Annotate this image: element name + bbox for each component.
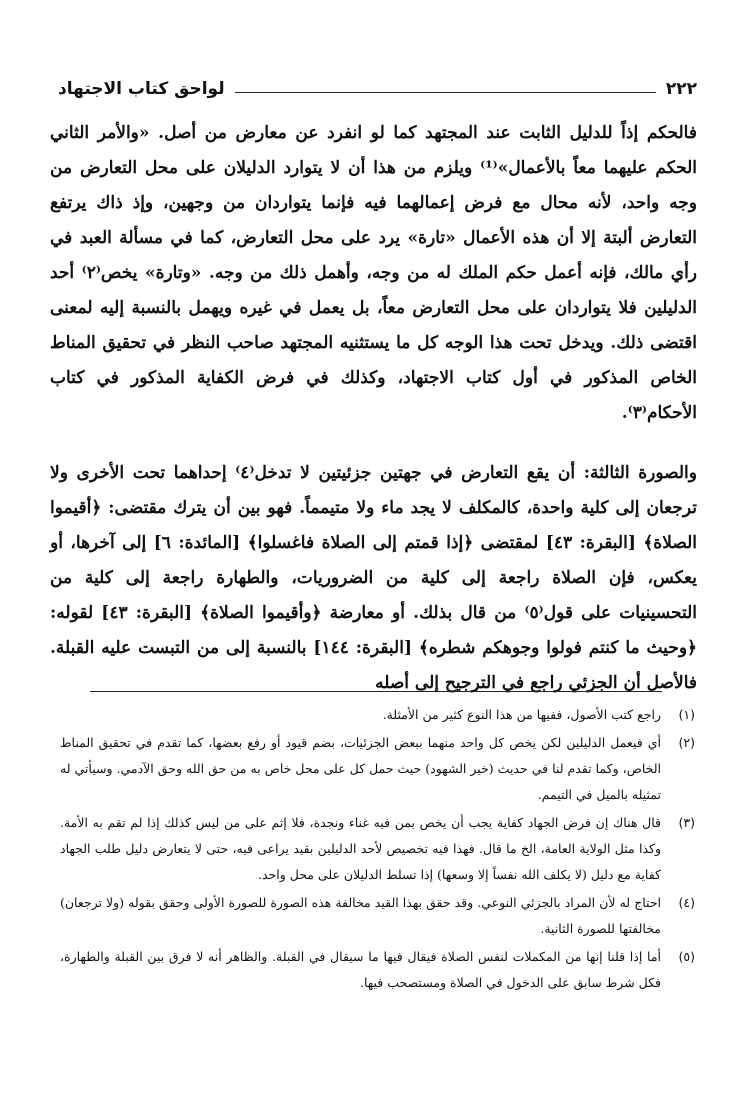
footnote-text: أما إذا قلنا إنها من المكملات لنفس الصلاة فيقال فيها ما سيقال في القبلة. والظاهر أنه لا فرق بين القبلة والطهارة، فكل شرط سابق على الدخول في الصلاة ومستصحب فيها. [60, 949, 661, 990]
footnote-number: (٥) [678, 949, 695, 964]
footnote-number: (٤) [678, 895, 695, 910]
footnote [60, 944, 695, 996]
footnote-number: (٣) [678, 815, 695, 830]
footnote-text: راجع كتب الأصول، ففيها من هذا النوع كثير من الأمثلة. [382, 707, 661, 722]
footnote [60, 810, 695, 888]
footnote-separator [90, 691, 662, 692]
footnote-text: قال هناك إن فرض الجهاد كفاية يجب أن يخص بمن فيه غناء ونجدة، فلا إثم على من ليس كذلك إذا لم تقم به الأمة. وكذا مثل الولاية العامة، الخ ما قال. فهذا فيه تخصيص لأحد الدليلين بقيد يراعى فيه، حتى لا يتعارض دليل طلب الجهاد كفاية مع دليل (لا يكلف الله نفساً إلا وسعها) إذا تسلط الدليلان على محل واحد. [60, 815, 661, 882]
running-header [58, 74, 697, 104]
footnotes [60, 702, 695, 998]
page-number: ٢٢٢ [665, 79, 697, 99]
main-text [50, 116, 697, 701]
footnote [60, 730, 695, 808]
header-rule [235, 92, 656, 93]
footnote-number: (١) [678, 707, 695, 722]
footnote [60, 702, 695, 728]
paragraph: فالحكم إذاً للدليل الثابت عند المجتهد كما لو انفرد عن معارض من أصل. «والأمر الثاني الحكم عليهما معاً بالأعمال»⁽¹⁾ ويلزم من هذا أن لا يتوارد الدليلان على محل التعارض من وجه واحد، لأنه محال مع فرض إعمالهما فيه فإنما يتواردان من وجهين، وإذ ذاك يرتفع التعارض ألبتة إلا أن هذه الأعمال «تارة» يرد على محل التعارض، كما في مسألة العبد في رأي مالك، فإنه أعمل حكم الملك له من وجه، وأهمل ذلك من وجه. «وتارة» يخص⁽٢⁾ أحد الدليلين فلا يتواردان على محل التعارض معاً، بل يعمل في غيره ويهمل بالنسبة إليه لمعنى اقتضى ذلك. ويدخل تحت هذا الوجه كل ما يستثنيه المجتهد صاحب النظر في تحقيق المناط الخاص المذكور في أول كتاب الاجتهاد، وكذلك في فرض الكفاية المذكور في كتاب الأحكام⁽٣⁾. [50, 123, 698, 423]
running-title: لواحق كتاب الاجتهاد [58, 79, 225, 99]
footnote-number: (٢) [678, 735, 695, 750]
footnote [60, 890, 695, 942]
footnote-text: أي فيعمل الدليلين لكن يخص كل واحد منهما ببعض الجزئيات، بضم قيود أو رفع بعضها، كما تقدم في تحقيق المناط الخاص، وكما تقدم لنا في حديث (خير الشهود) حيث حمل كل على محل خاص به من حق الله وحق الآدمي. وسيأتي له تمثيله بالميل في التيمم. [60, 735, 661, 802]
footnote-text: احتاج له لأن المراد بالجزئي النوعي. وقد حقق بهذا القيد مخالفة هذه الصورة للصورة الأولى وحقق بقوله (ولا ترجعان) مخالفتها للصورة الثانية. [60, 895, 661, 936]
paragraph: والصورة الثالثة: أن يقع التعارض في جهتين جزئيتين لا تدخل⁽٤⁾ إحداهما تحت الأخرى ولا ترجعان إلى كلية واحدة، كالمكلف لا يجد ماء ولا متيمماً. فهو بين أن يترك مقتضى: ﴿أقيموا الصلاة﴾ [البقرة: ٤٣] لمقتضى ﴿إذا قمتم إلى الصلاة فاغسلوا﴾ [المائدة: ٦] إلى آخرها، أو يعكس، فإن الصلاة راجعة إلى كلية من الضروريات، والطهارة راجعة إلى كلية من التحسينيات على قول⁽٥⁾ من قال بذلك. أو معارضة ﴿وأقيموا الصلاة﴾ [البقرة: ٤٣] لقوله: ﴿وحيث ما كنتم فولوا وجوهكم شطره﴾ [البقرة: ١٤٤] بالنسبة إلى من التبست عليه القبلة. فالأصل أن الجزئي راجع في الترجيح إلى أصله [50, 463, 698, 693]
